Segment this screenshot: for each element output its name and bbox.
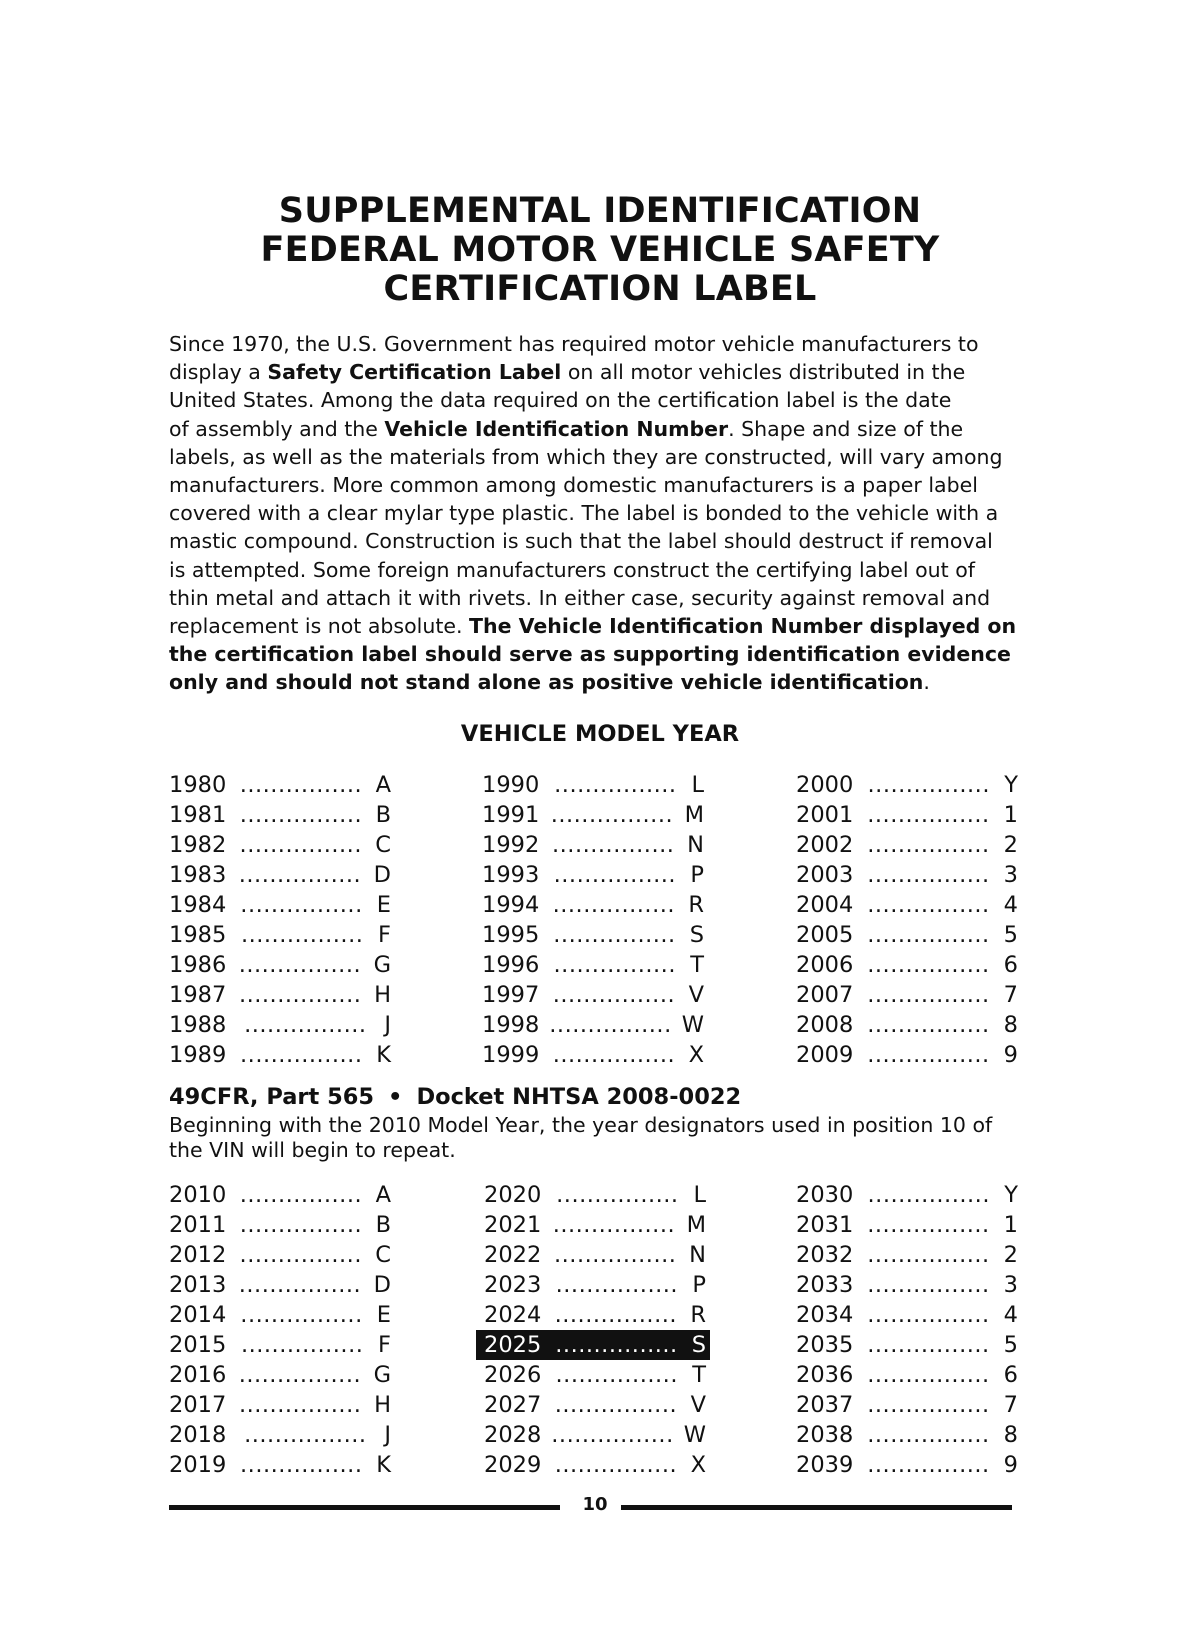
year-code: K	[376, 1452, 391, 1478]
bold-statement: The Vehicle Identification Number displayed on	[469, 614, 1017, 639]
model-year: 1999	[482, 1042, 540, 1068]
leader-dots: ................	[867, 1362, 990, 1388]
model-year: 2010	[169, 1182, 227, 1208]
year-column	[169, 1180, 395, 1480]
year-code: H	[374, 1392, 391, 1418]
model-year: 1984	[169, 892, 227, 918]
bold-statement: only and should not stand alone as positive vehicle identification	[169, 670, 924, 695]
year-code: L	[693, 1182, 706, 1208]
model-year: 2036	[796, 1362, 854, 1388]
year-row	[796, 1420, 1022, 1450]
year-code: 4	[1003, 1302, 1018, 1328]
leader-dots: ................	[556, 1182, 679, 1208]
leader-dots: ................	[867, 1212, 990, 1238]
model-year: 1998	[482, 1012, 540, 1038]
leader-dots: ................	[553, 862, 677, 888]
model-year: 2028	[484, 1422, 542, 1448]
leader-dots: ................	[240, 1452, 363, 1478]
year-row	[482, 950, 708, 980]
model-year: 2039	[796, 1452, 854, 1478]
year-row	[169, 860, 395, 890]
year-row	[796, 1010, 1022, 1040]
model-year: 2007	[796, 982, 854, 1008]
model-year: 2000	[796, 772, 854, 798]
highlighted-year-row	[476, 1330, 710, 1360]
year-row	[169, 1360, 395, 1390]
leader-dots: ................	[552, 892, 676, 918]
citation-part: 49CFR, Part 565	[169, 1084, 375, 1110]
leader-dots: ................	[867, 1452, 990, 1478]
leader-dots: ................	[552, 1042, 676, 1068]
year-row	[796, 770, 1022, 800]
year-row	[796, 830, 1022, 860]
leader-dots: ................	[555, 1272, 679, 1298]
year-code: X	[690, 1452, 706, 1478]
year-code: Y	[1004, 1182, 1018, 1208]
year-row	[169, 830, 395, 860]
leader-dots: ................	[554, 772, 677, 798]
year-row	[169, 1210, 395, 1240]
model-year: 2018	[169, 1422, 227, 1448]
leader-dots: ................	[867, 1422, 990, 1448]
year-code: M	[686, 1212, 706, 1238]
model-year: 2004	[796, 892, 854, 918]
leader-dots: ................	[239, 1182, 363, 1208]
year-code: J	[384, 1422, 391, 1448]
leader-dots: ................	[238, 1362, 362, 1388]
intro-text: thin metal and attach it with rivets. In either case, security against removal and	[169, 585, 991, 610]
model-year: 2015	[169, 1332, 227, 1358]
year-code: N	[687, 832, 704, 858]
leader-dots: ................	[551, 1422, 674, 1448]
intro-text: is attempted. Some foreign manufacturers construct the certifying label out of	[169, 557, 975, 582]
year-row	[482, 800, 708, 830]
leader-dots: ................	[552, 982, 676, 1008]
year-row	[169, 1420, 395, 1450]
year-column	[796, 1180, 1022, 1480]
year-row	[484, 1180, 710, 1210]
intro-text: United States. Among the data required on the certification label is the date	[169, 388, 952, 413]
model-year: 2034	[796, 1302, 854, 1328]
model-year: 2016	[169, 1362, 227, 1388]
leader-dots: ................	[552, 1212, 676, 1238]
year-code: E	[376, 1302, 391, 1328]
year-code: 9	[1003, 1452, 1018, 1478]
bold-term: Safety Certification Label	[267, 360, 562, 385]
model-year: 2017	[169, 1392, 227, 1418]
year-code: T	[690, 952, 704, 978]
year-row	[484, 1360, 710, 1390]
model-year: 2026	[484, 1362, 542, 1388]
leader-dots: ................	[238, 862, 362, 888]
year-code: W	[681, 1012, 704, 1038]
model-year: 2022	[484, 1242, 542, 1268]
intro-text: .	[923, 670, 930, 695]
model-year: 2027	[484, 1392, 542, 1418]
bold-term: Vehicle Identification Number	[384, 416, 729, 441]
year-row	[169, 1390, 395, 1420]
model-year: 2002	[796, 832, 854, 858]
year-row	[484, 1300, 710, 1330]
model-year: 2009	[796, 1042, 854, 1068]
year-column	[796, 770, 1022, 1070]
bullet-separator: •	[388, 1084, 403, 1110]
model-year: 1988	[169, 1012, 227, 1038]
year-code: P	[690, 862, 704, 888]
footer-rule-right	[621, 1505, 1012, 1510]
leader-dots: ................	[554, 1452, 678, 1478]
leader-dots: ................	[244, 1422, 367, 1448]
year-row	[796, 920, 1022, 950]
year-row	[484, 1420, 710, 1450]
leader-dots: ................	[867, 1182, 990, 1208]
intro-text: on all motor vehicles distributed in the	[561, 360, 966, 385]
year-row	[169, 1270, 395, 1300]
leader-dots: ................	[239, 1212, 363, 1238]
leader-dots: ................	[867, 772, 990, 798]
year-column	[169, 770, 395, 1070]
year-code: B	[375, 802, 391, 828]
year-code: S	[691, 1332, 706, 1358]
year-column	[482, 770, 708, 1070]
year-code: D	[373, 862, 391, 888]
model-year: 1996	[482, 952, 540, 978]
intro-line	[169, 527, 1019, 555]
leader-dots: ................	[867, 952, 990, 978]
leader-dots: ................	[867, 1242, 990, 1268]
year-row	[169, 1300, 395, 1330]
model-year: 2032	[796, 1242, 854, 1268]
model-year: 2008	[796, 1012, 854, 1038]
year-code: 1	[1003, 1212, 1018, 1238]
intro-line	[169, 415, 1019, 443]
leader-dots: ................	[555, 1332, 678, 1358]
model-year: 2001	[796, 802, 854, 828]
citation-docket: Docket NHTSA 2008-0022	[416, 1084, 742, 1110]
leader-dots: ................	[553, 1242, 677, 1268]
leader-dots: ................	[867, 1302, 990, 1328]
regulation-citation	[169, 1082, 741, 1112]
model-year: 1987	[169, 982, 227, 1008]
leader-dots: ................	[239, 802, 363, 828]
model-year: 1985	[169, 922, 227, 948]
model-year: 2031	[796, 1212, 854, 1238]
year-code: V	[690, 1392, 706, 1418]
model-year: 2033	[796, 1272, 854, 1298]
year-row	[169, 1040, 395, 1070]
year-code: P	[692, 1272, 706, 1298]
intro-line	[169, 640, 1019, 668]
leader-dots: ................	[240, 1042, 363, 1068]
model-year: 2014	[169, 1302, 227, 1328]
year-row	[169, 950, 395, 980]
year-code: 9	[1003, 1042, 1018, 1068]
intro-line	[169, 612, 1019, 640]
year-code: V	[688, 982, 704, 1008]
leader-dots: ................	[867, 1392, 990, 1418]
year-code: T	[692, 1362, 706, 1388]
leader-dots: ................	[867, 922, 990, 948]
year-code: X	[688, 1042, 704, 1068]
year-code: C	[375, 1242, 391, 1268]
leader-dots: ................	[244, 1012, 367, 1038]
year-row	[484, 1240, 710, 1270]
model-year: 1982	[169, 832, 227, 858]
model-year: 1995	[482, 922, 540, 948]
intro-line	[169, 330, 1019, 358]
intro-line	[169, 386, 1019, 414]
model-year: 1983	[169, 862, 227, 888]
leader-dots: ................	[239, 1242, 362, 1268]
year-code: L	[691, 772, 704, 798]
model-year: 1993	[482, 862, 540, 888]
leader-dots: ................	[240, 1302, 363, 1328]
repeat-note	[169, 1113, 1029, 1163]
model-year: 2003	[796, 862, 854, 888]
leader-dots: ................	[238, 982, 362, 1008]
intro-text: of assembly and the	[169, 416, 385, 441]
intro-text: display a	[169, 360, 268, 385]
leader-dots: ................	[554, 1392, 678, 1418]
model-year: 2011	[169, 1212, 227, 1238]
intro-text: mastic compound. Construction is such that the label should destruct if removal	[169, 529, 993, 554]
intro-line	[169, 358, 1019, 386]
year-code: 7	[1003, 982, 1018, 1008]
year-code: F	[378, 922, 391, 948]
year-row	[484, 1390, 710, 1420]
year-code: G	[373, 952, 391, 978]
year-row	[796, 890, 1022, 920]
model-year: 2012	[169, 1242, 227, 1268]
intro-text: Since 1970, the U.S. Government has required motor vehicle manufacturers to	[169, 332, 979, 356]
leader-dots: ................	[551, 832, 675, 858]
title-line: CERTIFICATION LABEL	[383, 269, 817, 309]
intro-line	[169, 443, 1019, 471]
leader-dots: ................	[550, 802, 674, 828]
model-year: 1997	[482, 982, 540, 1008]
leader-dots: ................	[867, 892, 990, 918]
intro-line	[169, 556, 1019, 584]
leader-dots: ................	[867, 1012, 990, 1038]
title-line: FEDERAL MOTOR VEHICLE SAFETY	[260, 230, 940, 270]
model-year: 2024	[484, 1302, 542, 1328]
year-code: K	[376, 1042, 391, 1068]
model-year: 2021	[484, 1212, 542, 1238]
year-code: M	[684, 802, 704, 828]
year-code: A	[375, 772, 391, 798]
intro-text: . Shape and size of the	[728, 416, 964, 441]
leader-dots: ................	[867, 832, 990, 858]
intro-line	[169, 668, 1019, 696]
year-code: 4	[1003, 892, 1018, 918]
leader-dots: ................	[549, 1012, 672, 1038]
intro-line	[169, 471, 1019, 499]
year-code: D	[373, 1272, 391, 1298]
model-year: 1989	[169, 1042, 227, 1068]
model-year: 2006	[796, 952, 854, 978]
year-code: 1	[1003, 802, 1018, 828]
leader-dots: ................	[238, 1392, 362, 1418]
year-code: R	[690, 1302, 706, 1328]
leader-dots: ................	[238, 952, 362, 978]
year-row	[796, 860, 1022, 890]
year-row	[796, 1240, 1022, 1270]
year-row	[169, 1010, 395, 1040]
model-year: 1990	[482, 772, 540, 798]
bold-statement: the certification label should serve as supporting identification evidence	[169, 642, 1011, 667]
model-year: 1992	[482, 832, 540, 858]
year-row	[169, 890, 395, 920]
intro-text: labels, as well as the materials from which they are constructed, will vary among	[169, 444, 1003, 469]
year-code: 5	[1003, 922, 1018, 948]
leader-dots: ................	[867, 1272, 990, 1298]
leader-dots: ................	[553, 922, 676, 948]
year-code: S	[689, 922, 704, 948]
model-year: 2037	[796, 1392, 854, 1418]
year-row	[482, 920, 708, 950]
year-row	[796, 1300, 1022, 1330]
leader-dots: ................	[240, 922, 364, 948]
year-column	[484, 1180, 710, 1480]
model-year: 2020	[484, 1182, 542, 1208]
year-code: 6	[1003, 1362, 1018, 1388]
year-row	[484, 1450, 710, 1480]
year-code: B	[375, 1212, 391, 1238]
leader-dots: ................	[553, 952, 676, 978]
intro-paragraph	[169, 330, 1019, 697]
year-code: 8	[1003, 1422, 1018, 1448]
year-code: Y	[1004, 772, 1018, 798]
leader-dots: ................	[867, 982, 990, 1008]
footer-rule-left	[169, 1505, 560, 1510]
year-code: N	[689, 1242, 706, 1268]
model-year: 2030	[796, 1182, 854, 1208]
year-row	[482, 890, 708, 920]
model-year: 1980	[169, 772, 227, 798]
year-row	[796, 1210, 1022, 1240]
year-row	[796, 1330, 1022, 1360]
leader-dots: ................	[240, 892, 363, 918]
year-row	[484, 1270, 710, 1300]
year-row	[169, 1180, 395, 1210]
leader-dots: ................	[867, 1042, 990, 1068]
year-row	[482, 1010, 708, 1040]
year-row	[169, 800, 395, 830]
year-row	[169, 1450, 395, 1480]
leader-dots: ................	[240, 1332, 364, 1358]
model-year: 2013	[169, 1272, 227, 1298]
note-line: Beginning with the 2010 Model Year, the year designators used in position 10 of	[169, 1113, 993, 1137]
title-line: SUPPLEMENTAL IDENTIFICATION	[278, 191, 922, 231]
leader-dots: ................	[867, 802, 990, 828]
leader-dots: ................	[239, 772, 363, 798]
model-year: 2019	[169, 1452, 227, 1478]
year-row	[796, 1270, 1022, 1300]
model-year: 1991	[482, 802, 540, 828]
year-row	[796, 1040, 1022, 1070]
year-code: 7	[1003, 1392, 1018, 1418]
year-code: 2	[1003, 1242, 1018, 1268]
year-code: 3	[1003, 1272, 1018, 1298]
year-row	[169, 1330, 395, 1360]
note-line: the VIN will begin to repeat.	[169, 1138, 456, 1162]
model-year: 1981	[169, 802, 227, 828]
year-row	[796, 1180, 1022, 1210]
intro-line	[169, 584, 1019, 612]
year-code: 3	[1003, 862, 1018, 888]
leader-dots: ................	[239, 832, 362, 858]
model-year: 2023	[484, 1272, 542, 1298]
year-code: W	[683, 1422, 706, 1448]
model-year: 2029	[484, 1452, 542, 1478]
year-row	[484, 1210, 710, 1240]
year-row	[796, 950, 1022, 980]
leader-dots: ................	[867, 862, 990, 888]
intro-text: replacement is not absolute.	[169, 614, 470, 639]
year-row	[482, 770, 708, 800]
page-title	[150, 192, 1050, 309]
year-code: J	[384, 1012, 391, 1038]
leader-dots: ................	[238, 1272, 362, 1298]
year-row	[169, 1240, 395, 1270]
leader-dots: ................	[867, 1332, 990, 1358]
year-row	[796, 1360, 1022, 1390]
year-row	[796, 800, 1022, 830]
year-code: C	[375, 832, 391, 858]
year-row	[482, 830, 708, 860]
model-year: 2005	[796, 922, 854, 948]
year-row	[169, 770, 395, 800]
leader-dots: ................	[555, 1362, 678, 1388]
model-year: 2038	[796, 1422, 854, 1448]
year-row	[169, 980, 395, 1010]
model-year: 1986	[169, 952, 227, 978]
year-code: F	[378, 1332, 391, 1358]
section-heading: VEHICLE MODEL YEAR	[460, 721, 740, 747]
year-code: 8	[1003, 1012, 1018, 1038]
year-code: E	[376, 892, 391, 918]
year-code: 5	[1003, 1332, 1018, 1358]
leader-dots: ................	[554, 1302, 678, 1328]
model-year: 2035	[796, 1332, 854, 1358]
year-code: 6	[1003, 952, 1018, 978]
year-row	[169, 920, 395, 950]
year-row	[796, 1450, 1022, 1480]
year-code: A	[375, 1182, 391, 1208]
model-year: 2025	[484, 1332, 542, 1358]
page-number: 10	[582, 1494, 608, 1515]
year-row	[796, 980, 1022, 1010]
year-code: R	[688, 892, 704, 918]
intro-line	[169, 499, 1019, 527]
year-row	[796, 1390, 1022, 1420]
intro-text: covered with a clear mylar type plastic. The label is bonded to the vehicle with a	[169, 501, 999, 526]
model-year: 1994	[482, 892, 540, 918]
year-row	[482, 980, 708, 1010]
intro-text: manufacturers. More common among domestic manufacturers is a paper label	[169, 473, 978, 498]
year-row	[482, 1040, 708, 1070]
year-code: 2	[1003, 832, 1018, 858]
year-code: G	[373, 1362, 391, 1388]
year-row	[482, 860, 708, 890]
year-code: H	[374, 982, 391, 1008]
